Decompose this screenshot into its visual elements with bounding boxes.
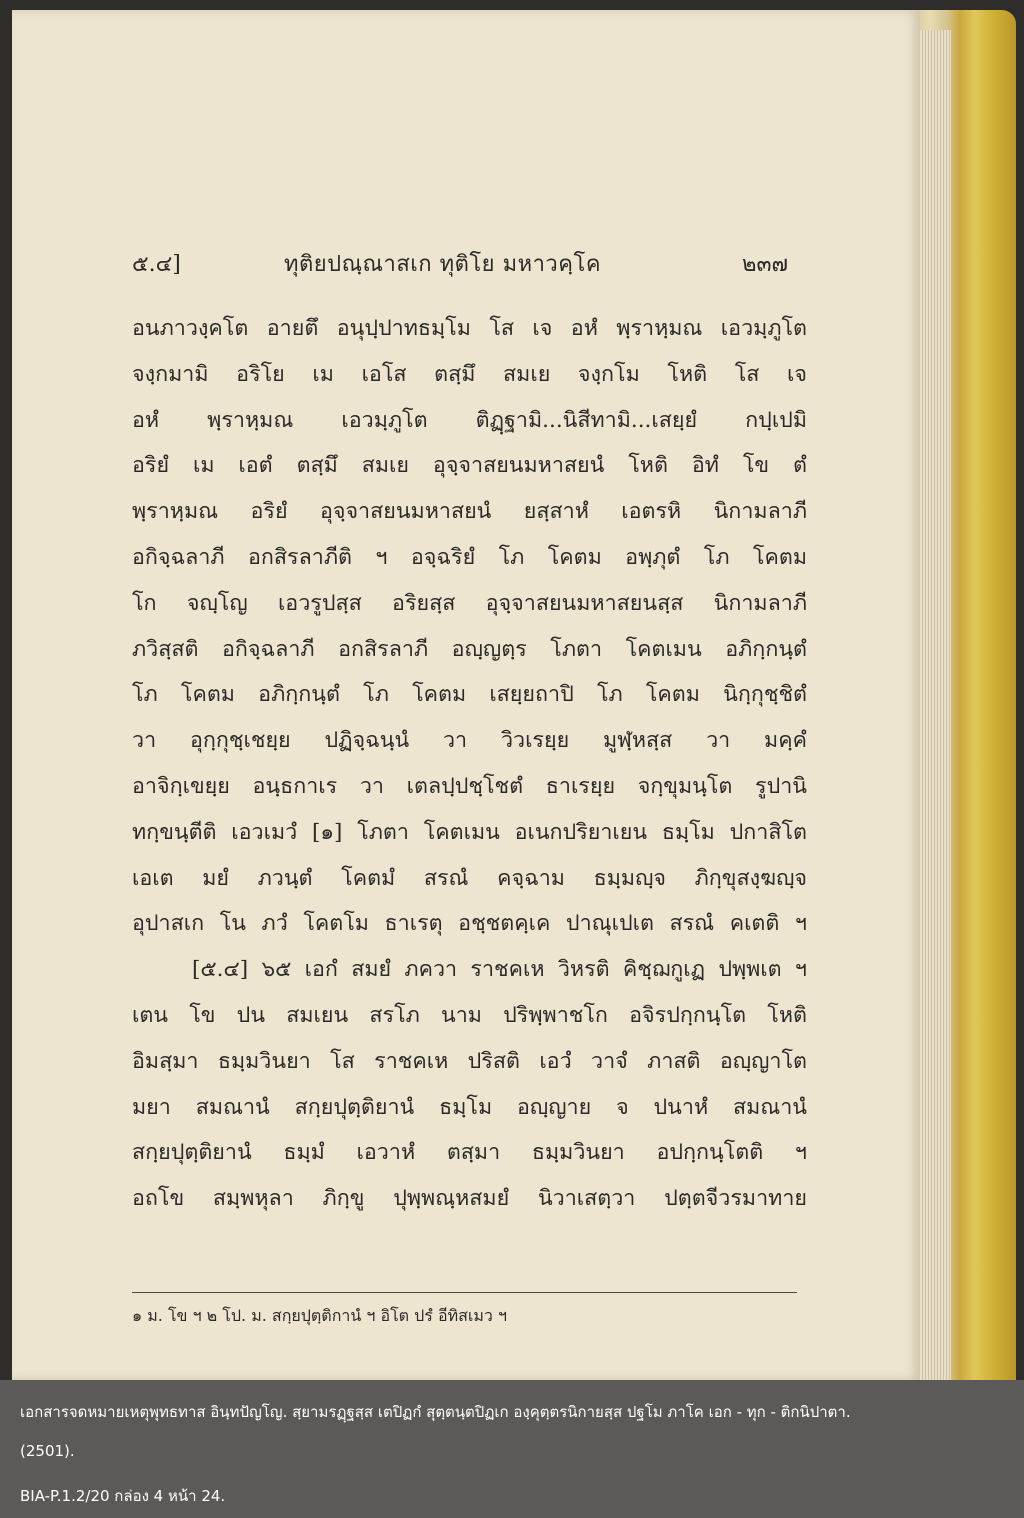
text-line: จงฺกมามิ อริโย เม เอโส ตสฺมึ สมเย จงฺกโม โหติ โส เจ [132,361,807,387]
footnote-divider [132,1292,797,1293]
text-line: อกิจฺฉลาภี อกสิรลาภีติ ฯ อจฺฉริยํ โภ โคตม อพฺภุตํ โภ โคตม [132,544,807,570]
text-line: อถโข สมฺพหุลา ภิกฺขู ปุพฺพณฺหสมยํ นิวาเสตฺวา ปตฺตจีวรมาทาย [132,1186,807,1212]
text-line: โภ โคตม อภิกฺกนฺตํ โภ โคตม เสยฺยถาปิ โภ โคตม นิกฺกุชฺชิตํ [132,682,807,708]
running-head [12,246,920,286]
archive-caption [0,1380,1024,1518]
text-line: อหํ พฺราหฺมณ เอวมฺภูโต ติฏฺฐามิ...นิสีทามิ...เสยฺยํ กปฺเปมิ [132,407,807,433]
book-page [12,10,920,1380]
text-line: ภวิสฺสติ อกิจฺฉลาภี อกสิรลาภี อญฺญตฺร โภตา โคตเมน อภิกฺกนฺตํ [132,636,807,662]
body-text [132,306,807,1222]
text-line: พฺราหฺมณ อริยํ อุจฺจาสยนมหาสยนํ ยสฺสาหํ เอตรหิ นิกามลาภี [132,499,807,525]
text-line: มยา สมณานํ สกฺยปุตฺติยานํ ธมฺโม อญฺญาย จ ปนาหํ สมณานํ [132,1094,807,1120]
section-start-line: [๕.๔] ๖๕ เอกํ สมยํ ภควา ราชคเห วิหรติ คิชฺฌกูเฏ ปพฺพเต ฯ [192,957,807,983]
text-line: อิมสฺมา ธมฺมวินยา โส ราชคเห ปริสติ เอวํ วาจํ ภาสติ อญฺญาโต [132,1048,807,1074]
footnotes: ๑ ม. โข ฯ ๒ โป. ม. สกฺยปุตฺติกานํ ฯ อิโต ปรํ อีทิสเมว ฯ [132,1306,507,1325]
text-line: วา อุกฺกุชฺเชยฺย ปฏิจฺฉนฺนํ วา วิวเรยฺย มูฬฺหสฺส วา มคฺคํ [132,728,807,754]
text-line: อาจิกฺเขยฺย อนฺธกาเร วา เตลปฺปชฺโชตํ ธาเรยฺย จกฺขุมนฺโต รูปานิ [132,773,807,799]
text-line: สกฺยปุตฺติยานํ ธมฺมํ เอวาหํ ตสฺมา ธมฺมวินยา อปกฺกนฺโตติ ฯ [132,1140,807,1166]
text-line: อริยํ เม เอตํ ตสฺมึ สมเย อุจฺจาสยนมหาสยนํ โหติ อิทํ โข ตํ [132,453,807,479]
caption-reference: BIA-P.1.2/20 กล่อง 4 หน้า 24. [20,1487,226,1505]
text-line: อุปาสเก โน ภวํ โคตโม ธาเรตุ อชฺชตคฺเค ปาณุเปเต สรณํ คเตติ ฯ [132,911,807,937]
text-line: อนภาวงฺคโต อายตึ อนุปฺปาทธมฺโม โส เจ อหํ พฺราหฺมณ เอวมฺภูโต [132,316,807,341]
page-number: ๒๓๗ [742,252,789,277]
chapter-title: ทุติยปณฺณาสเก ทุติโย มหาวคฺโค [284,252,602,277]
section-number: ๕.๔] [132,252,181,277]
text-line: เตน โข ปน สมเยน สรโภ นาม ปริพฺพาชโก อจิรปกฺกนฺโต โหติ [132,1002,807,1028]
caption-title: เอกสารจดหมายเหตุพุทธทาส อินฺทปัญโญ. สฺยามรฏฺฐสฺส เตปิฏกํ สุตฺตนฺตปิฏเก องฺคุตฺตรนิกายสฺส ปฐโม ภาโค เอก - ทุก - ติกนิปาตา. [20,1403,851,1421]
text-line: เอเต มยํ ภวนฺตํ โคตมํ สรณํ คจฺฉาม ธมฺมญฺจ ภิกฺขุสงฺฆญฺจ [132,865,807,891]
text-line: โก จญฺโญ เอวรูปสฺส อริยสฺส อุจฺจาสยนมหาสยนสฺส นิกามลาภี [132,590,807,616]
text-line: ทกฺขนฺตีติ เอวเมวํ [๑] โภตา โคตเมน อเนกปริยาเยน ธมฺโม ปกาสิโต [132,819,807,845]
caption-year: (2501). [20,1442,75,1460]
